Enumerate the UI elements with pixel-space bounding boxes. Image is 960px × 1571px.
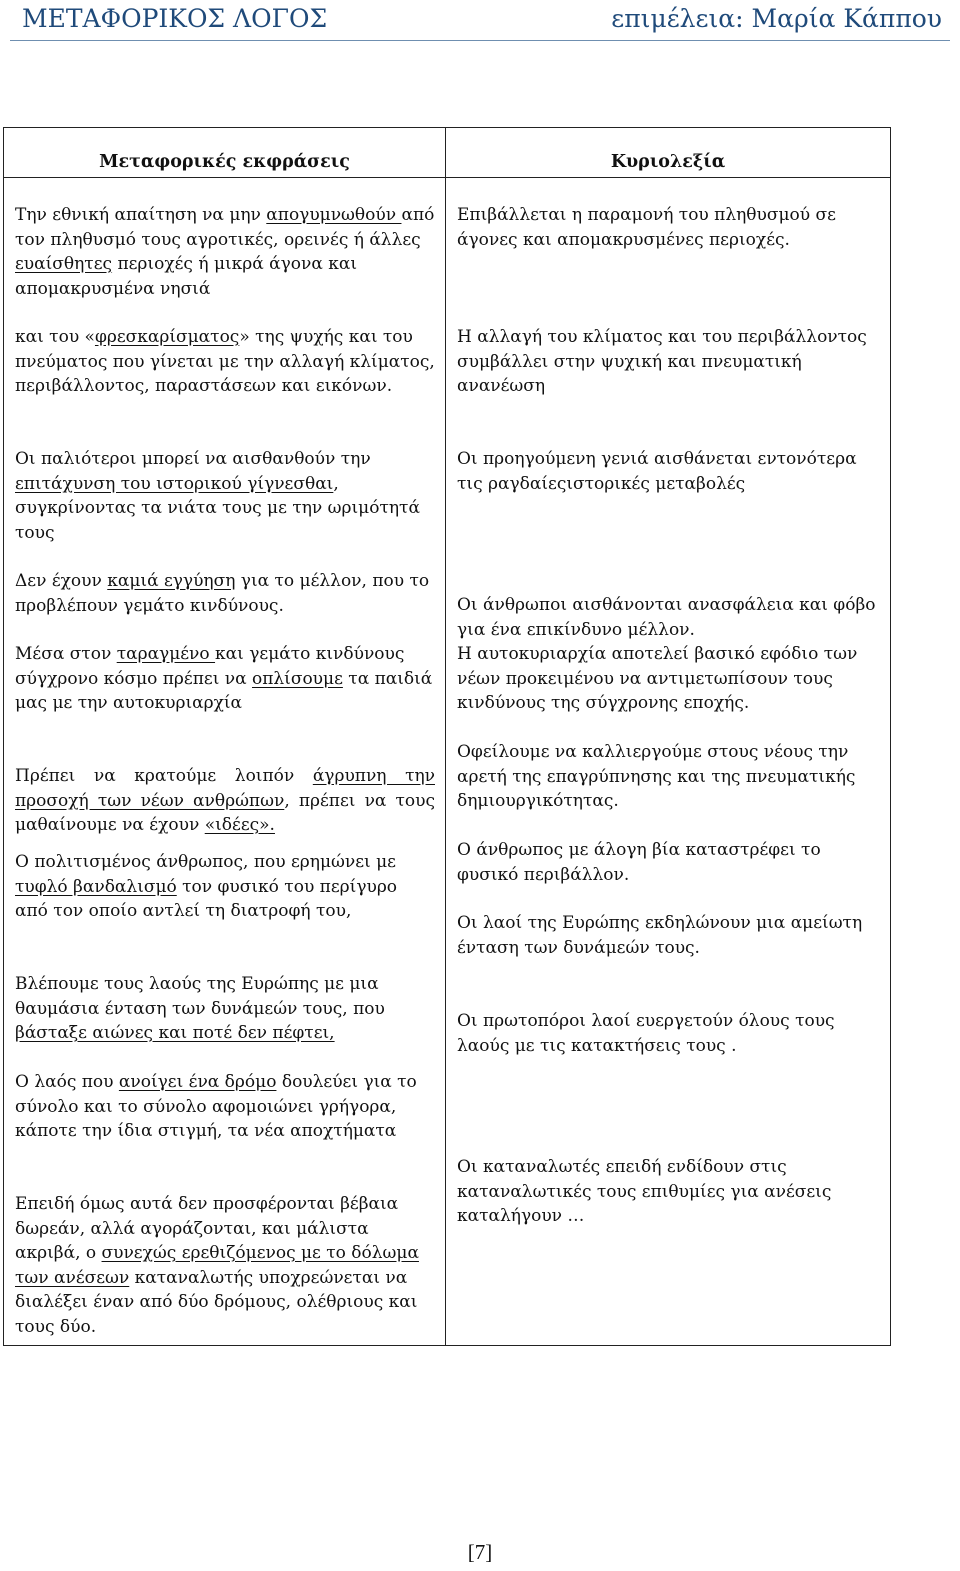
literal-meaning-7: Ο άνθρωπος με άλογη βία καταστρέφει το φυσικό περιβάλλον.	[457, 840, 821, 885]
page-header	[22, 0, 942, 36]
underlined-metaphor: άγρυπνη την προσοχή των νέων ανθρώπων	[15, 766, 435, 811]
underlined-metaphor: οπλίσουμε	[252, 668, 343, 689]
metaphorical-phrase-9: Ο λαός που ανοίγει ένα δρόμο δουλεύει για το σύνολο και το σύνολο αφομοιώνει γρήγορα, κάποτε την ίδια στιγμή, τα νέα αποχτήματα	[15, 1072, 417, 1141]
column-header-literal: Κυριολεξία	[446, 128, 891, 178]
metaphorical-phrase-4: Δεν έχουν καμιά εγγύηση για το μέλλον, που το προβλέπουν γεμάτο κινδύνους.	[15, 571, 430, 616]
underlined-metaphor: ευαίσθητες	[15, 254, 113, 274]
editor-credit: επιμέλεια: Μαρία Κάππου	[611, 3, 942, 33]
document-title: ΜΕΤΑΦΟΡΙΚΟΣ ΛΟΓΟΣ	[22, 3, 328, 33]
literal-meaning-5: Η αυτοκυριαρχία αποτελεί βασικό εφόδιο των νέων προκειμένου να αντιμετωπίσουν τους κινδύνους της σύγχρονης εποχής.	[457, 644, 858, 713]
underlined-metaphor: «ιδέες».	[204, 815, 275, 835]
underlined-metaphor: βάσταξε αιώνες και ποτέ δεν πέφτει,	[15, 1023, 335, 1043]
underlined-metaphor: επιτάχυνση του ιστορικού γίγνεσθαι	[15, 473, 334, 494]
table-row	[4, 178, 891, 1346]
literal-meaning-6: Οφείλουμε να καλλιεργούμε στους νέους την αρετή της επαγρύπνησης και της πνευματικής δημιουργικότητας.	[457, 742, 856, 811]
metaphorical-phrase-7: Ο πολιτισμένος άνθρωπος, που ερημώνει με τυφλό βανδαλισμό τον φυσικό του περίγυρο από τον οποίο αντλεί τη διατροφή του,	[15, 852, 398, 921]
page-number: [7]	[467, 1540, 493, 1564]
underlined-metaphor: απογυμνωθούν	[266, 205, 402, 225]
underlined-metaphor: τυφλό βανδαλισμό	[15, 876, 177, 897]
metaphorical-phrase-1: Την εθνική απαίτηση να μην απογυμνωθούν από τον πληθυσμό τους αγροτικές, ορεινές ή άλλες ευαίσθητες περιοχές ή μικρά άγονα και απομακρυσμένα νησιά	[15, 205, 435, 299]
metaphorical-column-cell	[4, 178, 446, 1346]
literal-meaning-1: Επιβάλλεται η παραμονή του πληθυσμού σε άγονες και απομακρυσμένες περιοχές.	[457, 205, 836, 250]
underlined-metaphor: ανοίγει ένα δρόμο	[118, 1072, 277, 1092]
metaphorical-phrase-8: Βλέπουμε τους λαούς της Ευρώπης με μια θαυμάσια ένταση των δυνάμεών τους, που βάσταξε αιώνες και ποτέ δεν πέφτει,	[15, 974, 385, 1043]
underlined-metaphor: φρεσκαρίσματος	[94, 327, 240, 347]
metaphorical-phrase-5: Μέσα στον ταραγμένο και γεμάτο κινδύνους σύγχρονο κόσμο πρέπει να οπλίσουμε τα παιδιά μας με την αυτοκυριαρχία	[15, 644, 433, 713]
underlined-metaphor: συνεχώς ερεθιζόμενος με το δόλωμα των ανέσεων	[15, 1243, 419, 1288]
metaphorical-phrase-2: και του «φρεσκαρίσματος» της ψυχής και του πνεύματος που γίνεται με την αλλαγή κλίματος, περιβάλλοντος, παραστάσεων και εικόνων.	[15, 327, 435, 396]
metaphorical-phrase-3: Οι παλιότεροι μπορεί να αισθανθούν την επιτάχυνση του ιστορικού γίγνεσθαι, συγκρίνοντας τα νιάτα τους με την ωριμότητά τους	[15, 449, 420, 543]
underlined-metaphor: ταραγμένο	[116, 644, 216, 664]
literal-meaning-9: Οι πρωτοπόροι λαοί ευεργετούν όλους τους λαούς με τις κατακτήσεις τους .	[457, 1011, 835, 1056]
metaphor-table	[3, 127, 891, 1346]
column-header-metaphorical: Μεταφορικές εκφράσεις	[4, 128, 446, 178]
underlined-metaphor: καμιά εγγύηση	[107, 571, 236, 591]
header-divider	[10, 40, 950, 41]
literal-column-cell	[446, 178, 891, 1346]
literal-meaning-10: Οι καταναλωτές επειδή ενδίδουν στις καταναλωτικές τους επιθυμίες για ανέσεις καταλήγουν …	[457, 1157, 832, 1226]
table-header-row	[4, 128, 891, 178]
literal-meaning-8: Οι λαοί της Ευρώπης εκδηλώνουν μια αμείωτη ένταση των δυνάμεών τους.	[457, 913, 863, 958]
literal-meaning-2: Η αλλαγή του κλίματος και του περιβάλλοντος συμβάλλει στην ψυχική και πνευματική ανανέωση	[457, 327, 867, 396]
literal-meaning-3: Οι προηγούμενη γενιά αισθάνεται εντονότερα τις ραγδαίεςιστορικές μεταβολές	[457, 449, 857, 494]
metaphorical-phrase-10: Επειδή όμως αυτά δεν προσφέρονται βέβαια δωρεάν, αλλά αγοράζονται, και μάλιστα ακριβά, ο συνεχώς ερεθιζόμενος με το δόλωμα των ανέσεων καταναλωτής υποχρεώνεται να διαλέξει έναν από δύο δρόμους, ολέθριους και τους δύο.	[15, 1194, 419, 1337]
literal-meaning-4: Οι άνθρωποι αισθάνονται ανασφάλεια και φόβο για ένα επικίνδυνο μέλλον.	[457, 595, 876, 640]
metaphorical-phrase-6: Πρέπει να κρατούμε λοιπόν άγρυπνη την προσοχή των νέων ανθρώπων, πρέπει να τους μαθαίνουμε να έχουν «ιδέες».	[15, 766, 436, 835]
